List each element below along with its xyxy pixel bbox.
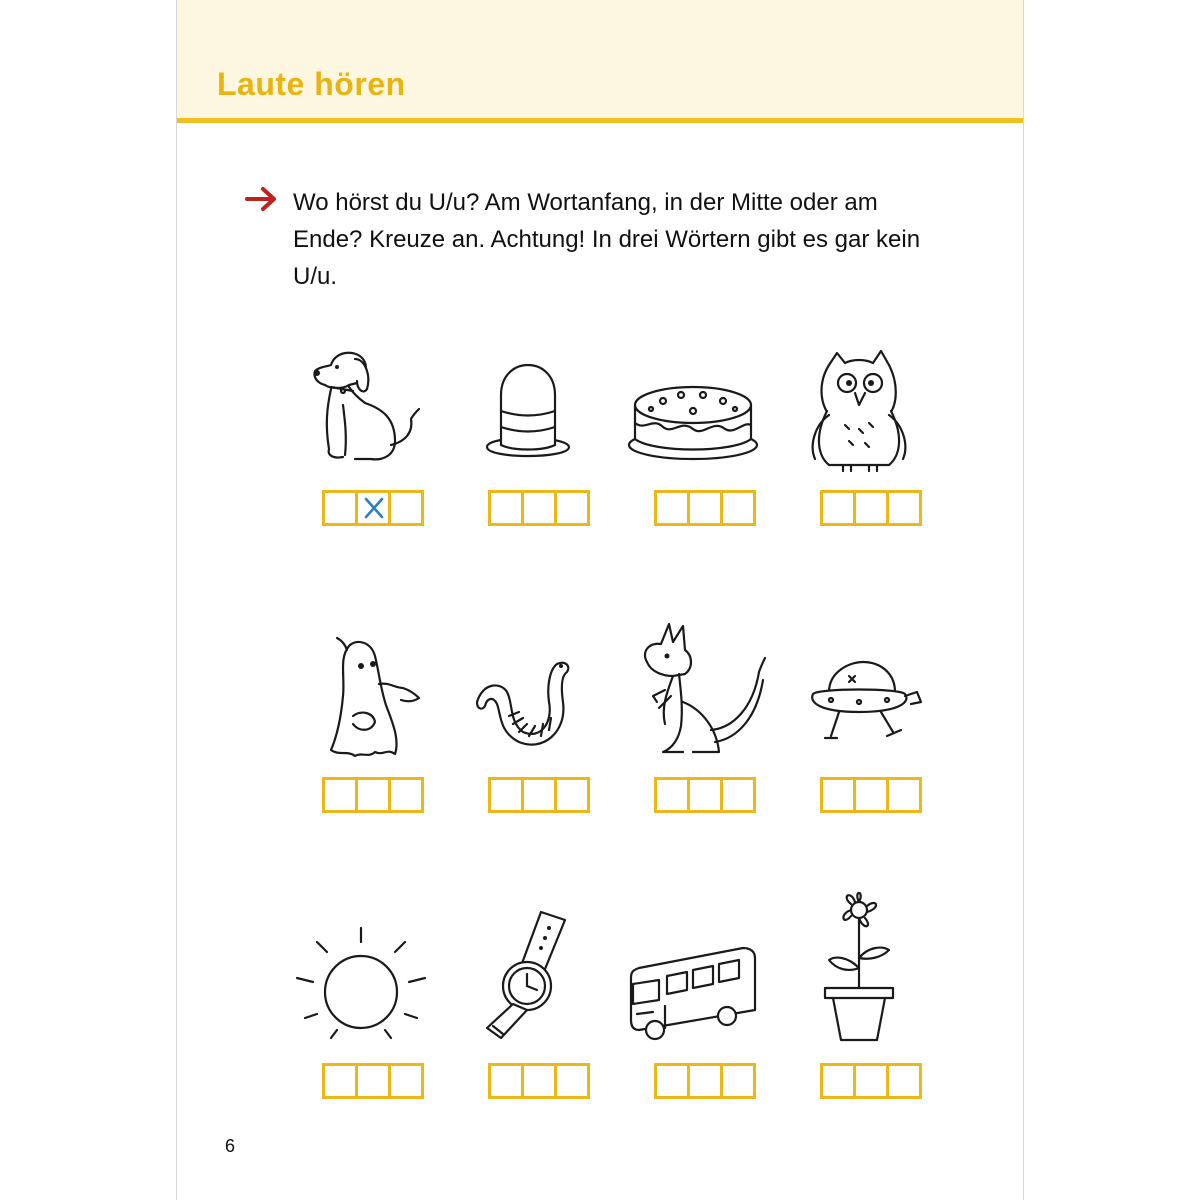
item-cake [613, 345, 773, 545]
answer-boxes [488, 1063, 596, 1099]
worm-icon [457, 632, 597, 762]
box-beginning[interactable] [820, 777, 856, 813]
answer-boxes [488, 490, 596, 526]
box-end[interactable] [720, 490, 756, 526]
item-sun [281, 918, 441, 1118]
box-end[interactable] [554, 777, 590, 813]
box-middle[interactable] [687, 490, 723, 526]
box-middle[interactable] [355, 777, 391, 813]
header-rule [177, 118, 1023, 123]
owl-icon [789, 345, 929, 475]
answer-boxes [820, 777, 928, 813]
answer-boxes [654, 777, 762, 813]
answer-boxes [488, 777, 596, 813]
item-hat [447, 345, 607, 545]
box-end[interactable] [554, 1063, 590, 1099]
box-middle[interactable] [355, 1063, 391, 1099]
box-end[interactable] [388, 777, 424, 813]
item-kangaroo [613, 612, 773, 812]
cross-mark-icon [362, 496, 386, 520]
box-beginning[interactable] [654, 490, 690, 526]
item-flower [779, 884, 939, 1084]
answer-boxes [322, 490, 430, 526]
wristwatch-icon [457, 904, 597, 1044]
box-end[interactable] [886, 490, 922, 526]
box-beginning[interactable] [488, 777, 524, 813]
box-beginning[interactable] [322, 490, 358, 526]
dog-icon [291, 345, 431, 475]
instruction-text: Wo hörst du U/u? Am Wortanfang, in der Mitte oder am Ende? Kreuze an. Achtung! In drei Wörtern gibt es gar kein U/u. [293, 189, 921, 290]
item-owl [779, 345, 939, 545]
box-end[interactable] [388, 1063, 424, 1099]
item-ufo [779, 632, 939, 832]
box-end[interactable] [886, 1063, 922, 1099]
box-beginning[interactable] [322, 1063, 358, 1099]
page-title: Laute hören [217, 66, 406, 102]
box-middle[interactable] [687, 777, 723, 813]
page-number: 6 [225, 1136, 236, 1156]
box-beginning[interactable] [322, 777, 358, 813]
flower-pot-icon [789, 884, 929, 1049]
box-middle[interactable] [853, 490, 889, 526]
box-end[interactable] [720, 1063, 756, 1099]
box-end[interactable] [720, 777, 756, 813]
box-middle[interactable] [853, 777, 889, 813]
box-middle[interactable] [853, 1063, 889, 1099]
item-dog [281, 345, 441, 545]
answer-boxes [820, 490, 928, 526]
item-watch [447, 904, 607, 1104]
ghost-icon [291, 632, 431, 762]
box-middle[interactable] [355, 490, 391, 526]
box-beginning[interactable] [654, 777, 690, 813]
answer-boxes [654, 490, 762, 526]
box-beginning[interactable] [820, 490, 856, 526]
answer-boxes [654, 1063, 762, 1099]
sun-icon [291, 918, 431, 1048]
box-middle[interactable] [521, 777, 557, 813]
box-beginning[interactable] [488, 1063, 524, 1099]
box-beginning[interactable] [820, 1063, 856, 1099]
answer-boxes [820, 1063, 928, 1099]
item-bus [613, 918, 773, 1118]
item-worm [447, 632, 607, 832]
answer-boxes [322, 1063, 430, 1099]
box-beginning[interactable] [654, 1063, 690, 1099]
worksheet-page [176, 0, 1024, 1200]
box-end[interactable] [388, 490, 424, 526]
box-end[interactable] [886, 777, 922, 813]
cake-icon [623, 345, 763, 475]
box-beginning[interactable] [488, 490, 524, 526]
hat-icon [457, 345, 597, 475]
bus-icon [623, 918, 763, 1048]
box-middle[interactable] [521, 1063, 557, 1099]
box-middle[interactable] [521, 490, 557, 526]
box-middle[interactable] [687, 1063, 723, 1099]
box-end[interactable] [554, 490, 590, 526]
answer-boxes [322, 777, 430, 813]
kangaroo-icon [623, 612, 763, 762]
ufo-icon [789, 632, 929, 762]
arrow-right-icon [245, 186, 279, 212]
item-ghost [281, 632, 441, 832]
